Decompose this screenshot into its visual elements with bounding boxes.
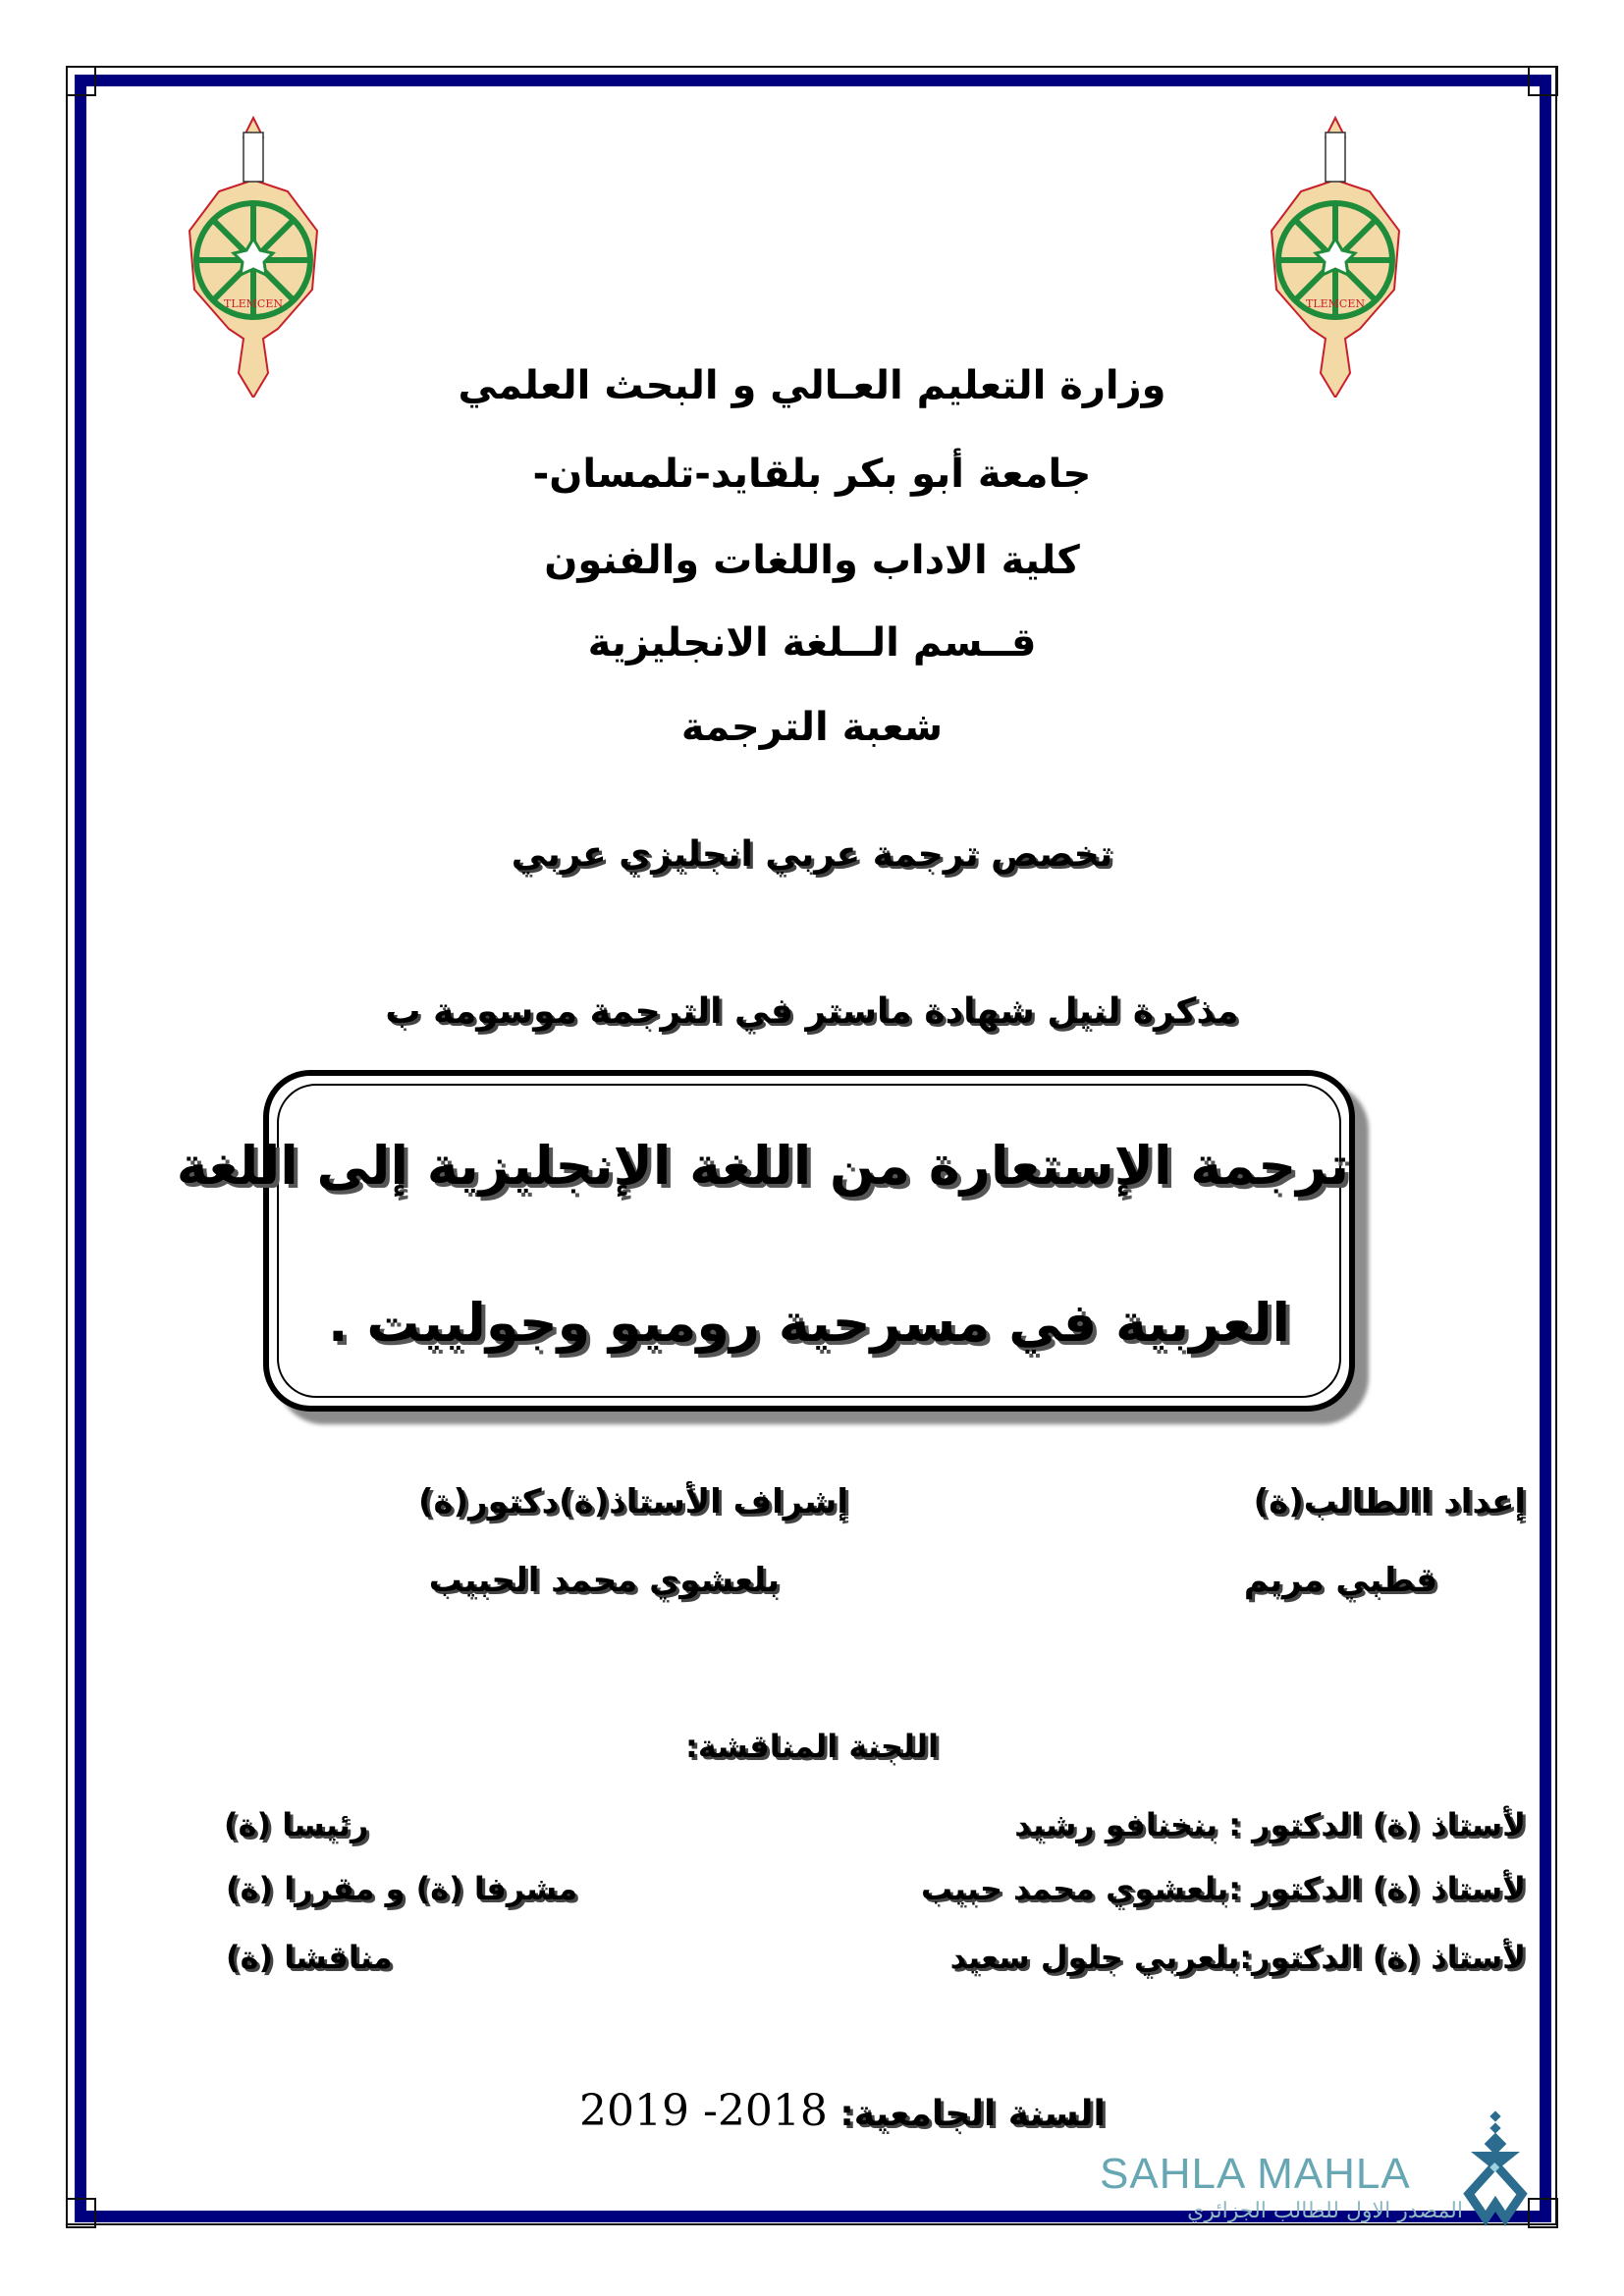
committee-member: لأستاذ (ة) الدكتور :بلعشوي محمد حبيب xyxy=(920,1870,1526,1907)
university-line: جامعة أبو بكر بلقايد-تلمسان- xyxy=(532,452,1092,497)
committee-role: رئيسا (ة) xyxy=(224,1806,369,1843)
committee-row xyxy=(216,1939,1526,1988)
prepared-by-label: إعداد االطالب(ة) xyxy=(1253,1482,1526,1522)
supervisor-name: بلعشوي محمد الحبيب xyxy=(428,1561,780,1600)
supervisor-label: إشراف الأستاذ(ة)دكتور(ة) xyxy=(417,1482,848,1522)
watermark-brand: SAHLA MAHLA xyxy=(1100,2150,1411,2198)
frame-corner-square xyxy=(66,66,96,96)
committee-role: مناقشا (ة) xyxy=(226,1939,393,1976)
academic-year xyxy=(579,2086,1106,2136)
faculty-line: كلية الاداب واللغات والفنون xyxy=(544,538,1080,583)
frame-corner-square xyxy=(1528,66,1558,96)
academic-year-label: السنة الجامعية: xyxy=(839,2094,1106,2134)
thesis-title-line-2: العربية في مسرحية روميو وجولييت . xyxy=(328,1292,1290,1354)
university-logo-left xyxy=(180,113,327,398)
watermark-logo-icon xyxy=(1461,2110,1530,2228)
thesis-title-line-1: ترجمة الإستعارة من اللغة الإنجليزية إلى اللغة xyxy=(176,1135,1349,1197)
committee-row xyxy=(216,1806,1526,1855)
frame-corner-square xyxy=(1528,2198,1558,2228)
branch-line: شعبة الترجمة xyxy=(680,705,944,750)
committee-member: لأستاذ (ة) الدكتور : بنخنافو رشيد xyxy=(1014,1806,1526,1843)
svg-text:TLEMCEN: TLEMCEN xyxy=(223,297,284,310)
thesis-intro-line: مذكرة لنيل شهادة ماستر في الترجمة موسومة ب xyxy=(385,991,1239,1032)
university-logo-right xyxy=(1262,113,1409,398)
ministry-line: وزارة التعليم العـالي و البحث العلمي xyxy=(458,363,1166,408)
committee-member: لأستاذ (ة) الدكتور:بلعربي جلول سعيد xyxy=(949,1939,1526,1976)
svg-text:TLEMCEN: TLEMCEN xyxy=(1305,297,1366,310)
watermark-tagline: المصدر الاول للطالب الجزائري xyxy=(1187,2199,1463,2223)
academic-year-value: 2018- 2019 xyxy=(579,2086,828,2136)
department-line: قــسم الــلغة الانجليزية xyxy=(587,620,1037,666)
committee-row xyxy=(216,1870,1526,1919)
student-name: قطبي مريم xyxy=(1243,1561,1437,1600)
committee-role: مشرفا (ة) و مقررا (ة) xyxy=(226,1870,578,1907)
committee-title: اللجنة المناقشة: xyxy=(685,1728,939,1765)
frame-corner-square xyxy=(66,2198,96,2228)
title-box xyxy=(176,1070,1355,1412)
specialty-line: تخصص ترجمة عربي انجليزي عربي xyxy=(511,834,1113,875)
